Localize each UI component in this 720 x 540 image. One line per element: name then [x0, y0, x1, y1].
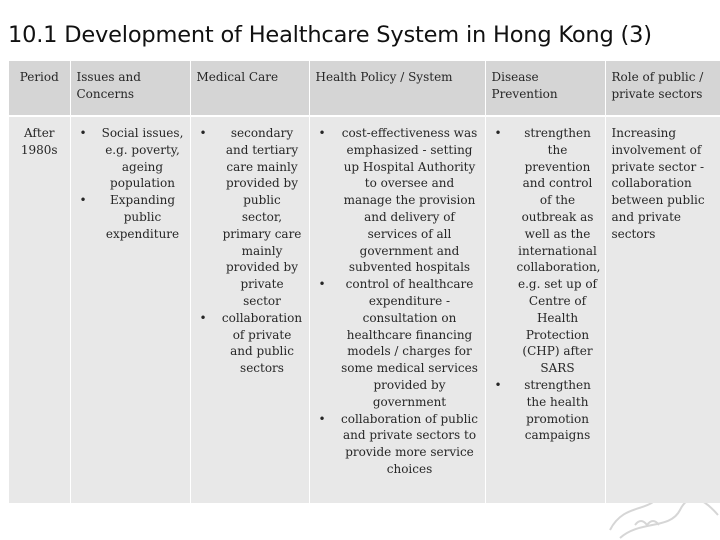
header-issues: Issues and Concerns	[70, 61, 190, 116]
cell-role	[605, 116, 720, 503]
list-item: • strengthen the health promotion campaigns	[492, 377, 599, 444]
list-item: • collaboration of public and private sectors to provide more service choices	[316, 411, 479, 478]
cell-disease-prevention	[485, 116, 605, 503]
role-value: Increasing involvement of private sector - collaboration between public and private sectors	[611, 126, 705, 241]
development-table	[9, 61, 720, 503]
period-value: After 1980s	[20, 126, 58, 157]
cell-period	[9, 116, 70, 503]
list-item: • cost-effectiveness was emphasized - setting up Hospital Authority to oversee and manage the provision and delivery of services of all government and subvented hospitals	[316, 125, 479, 276]
header-role: Role of public / private sectors	[605, 61, 720, 116]
cell-issues	[70, 116, 190, 503]
cell-health-policy	[309, 116, 485, 503]
medical-care-list	[197, 125, 303, 377]
list-item: • collaboration of private and public sectors	[197, 310, 303, 377]
list-item: • Social issues, e.g. poverty, ageing population	[77, 125, 184, 192]
header-health-policy: Health Policy / System	[309, 61, 485, 116]
list-item: • strengthen the prevention and control of the outbreak as well as the international collaboration, e.g. set up of Centre of Health Protection (CHP) after SARS	[492, 125, 599, 377]
header-period: Period	[9, 61, 70, 116]
issues-list	[77, 125, 184, 243]
slide-title: 10.1 Development of Healthcare System in Hong Kong (3)	[8, 22, 652, 48]
list-item: • control of healthcare expenditure - consultation on healthcare financing models / charges for some medical services provided by government	[316, 276, 479, 410]
disease-prevention-list	[492, 125, 599, 444]
header-row	[9, 61, 720, 116]
health-policy-list	[316, 125, 479, 478]
cell-medical-care	[190, 116, 309, 503]
header-disease-prevention: Disease Prevention	[485, 61, 605, 116]
list-item: • Expanding public expenditure	[77, 192, 184, 242]
table-row	[9, 116, 720, 503]
list-item: • secondary and tertiary care mainly provided by public sector, primary care mainly provided by private sector	[197, 125, 303, 310]
header-medical-care: Medical Care	[190, 61, 309, 116]
